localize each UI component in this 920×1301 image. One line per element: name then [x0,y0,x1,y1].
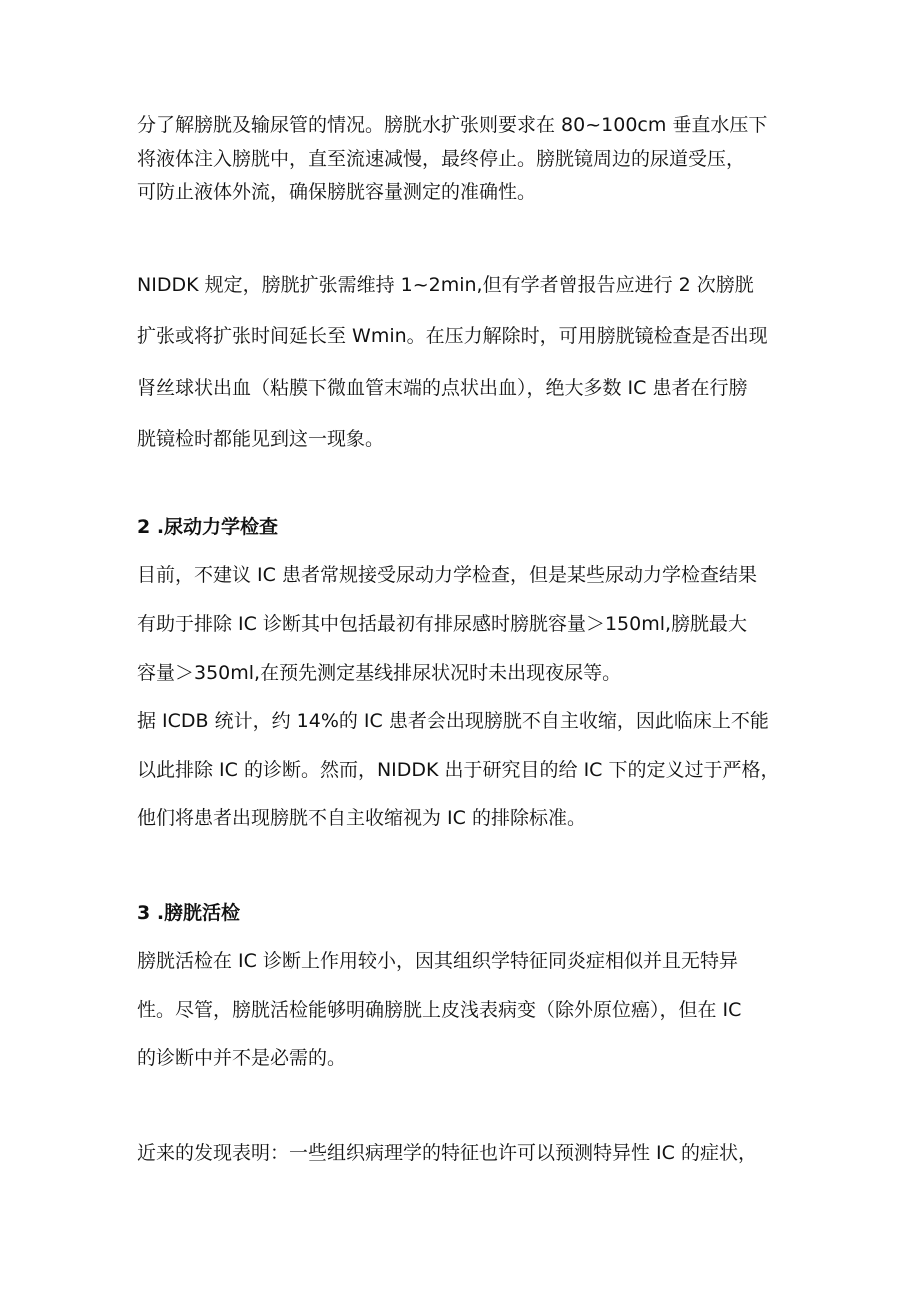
section-heading-biopsy: 3 .膀胱活检 [137,902,241,924]
text-line: 性。尽管，膀胱活检能够明确膀胱上皮浅表病变（除外原位癌），但在 IC [137,999,742,1021]
text-line: 肾丝球状出血（粘膜下微血管末端的点状出血），绝大多数 IC 患者在行膀 [137,377,748,399]
text-line: 将液体注入膀胱中，直至流速减慢，最终停止。膀胱镜周边的尿道受压， [137,148,746,170]
text-line: 扩张或将扩张时间延长至 Wmin。在压力解除时，可用膀胱镜检查是否出现 [137,325,768,347]
text-line: 容量＞350ml,在预先测定基线排尿状况时未出现夜尿等。 [137,662,622,684]
text-line: 他们将患者出现膀胱不自主收缩视为 IC 的排除标准。 [137,807,586,829]
text-line: NIDDK 规定，膀胱扩张需维持 1~2min,但有学者曾报告应进行 2 次膀胱 [137,274,754,296]
text-line: 据 ICDB 统计，约 14%的 IC 患者会出现膀胱不自主收缩，因此临床上不能 [137,710,769,732]
text-line: 以此排除 IC 的诊断。然而，NIDDK 出于研究目的给 IC 下的定义过于严格， [137,759,780,781]
text-line: 可防止液体外流，确保膀胱容量测定的准确性。 [137,181,537,203]
text-line: 目前，不建议 IC 患者常规接受尿动力学检查，但是某些尿动力学检查结果 [137,564,757,586]
text-line: 分了解膀胱及输尿管的情况。膀胱水扩张则要求在 80~100cm 垂直水压下 [137,114,768,136]
text-line: 有助于排除 IC 诊断其中包括最初有排尿感时膀胱容量＞150ml,膀胱最大 [137,613,748,635]
text-line: 胱镜检时都能见到这一现象。 [137,428,385,450]
text-line: 近来的发现表明：一些组织病理学的特征也许可以预测特异性 IC 的症状， [137,1142,757,1164]
section-heading-urodynamics: 2 .尿动力学检查 [137,516,279,538]
text-line: 的诊断中并不是必需的。 [137,1047,347,1069]
text-line: 膀胱活检在 IC 诊断上作用较小，因其组织学特征同炎症相似并且无特异 [137,950,738,972]
